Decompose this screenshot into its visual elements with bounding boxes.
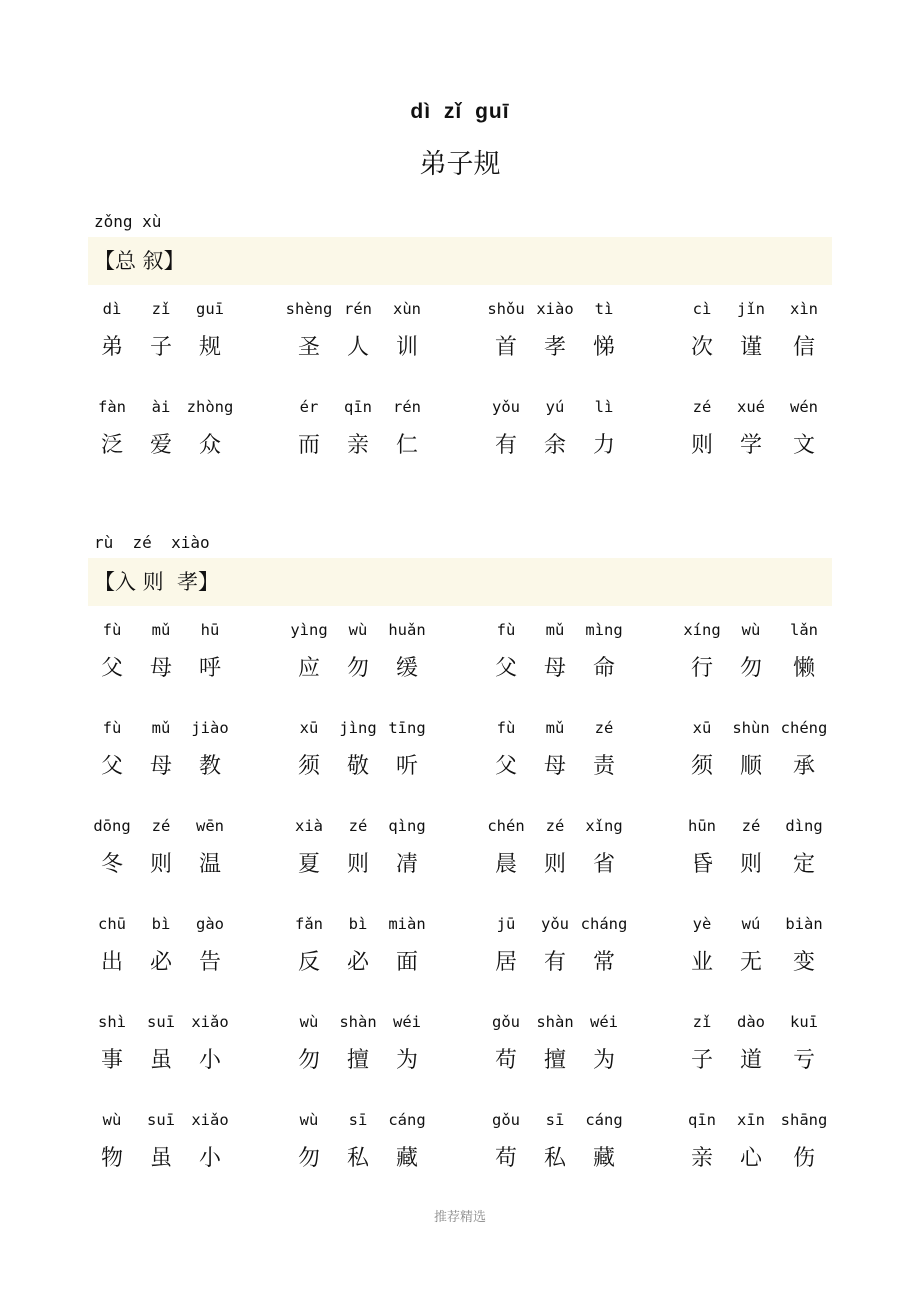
pinyin-syllable: wù	[299, 1013, 319, 1031]
pinyin-syllable: chū	[98, 915, 126, 933]
pinyin-syllable: shàn	[339, 1013, 377, 1031]
hanzi-char: 父	[100, 754, 123, 779]
verse-row	[0, 1013, 920, 1111]
hanzi-char: 母	[149, 656, 172, 681]
pinyin-syllable: xìn	[790, 300, 818, 318]
hanzi-char: 信	[792, 335, 815, 360]
hanzi-char: 母	[543, 754, 566, 779]
hanzi-char: 私	[543, 1146, 566, 1171]
hanzi-char: 文	[792, 433, 815, 458]
hanzi-char: 有	[543, 950, 566, 975]
section-pinyin: zǒng xù	[94, 212, 162, 231]
hanzi-char: 勿	[297, 1048, 320, 1073]
verse-row	[0, 817, 920, 915]
hanzi-char: 有	[494, 433, 517, 458]
verse-row	[0, 1111, 920, 1209]
hanzi-char: 训	[395, 335, 418, 360]
hanzi-char: 而	[297, 433, 320, 458]
pinyin-syllable: wéi	[590, 1013, 618, 1031]
hanzi-char: 必	[149, 950, 172, 975]
hanzi-char: 勿	[346, 656, 369, 681]
hanzi-char: 孝	[543, 335, 566, 360]
pinyin-syllable: ér	[299, 398, 319, 416]
verse-row	[0, 621, 920, 719]
hanzi-char: 反	[297, 950, 320, 975]
pinyin-syllable: suī	[147, 1013, 175, 1031]
pinyin-syllable: fù	[102, 719, 122, 737]
hanzi-char: 圣	[297, 335, 320, 360]
pinyin-syllable: xū	[692, 719, 712, 737]
pinyin-syllable: bì	[348, 915, 368, 933]
hanzi-char: 必	[346, 950, 369, 975]
hanzi-char: 父	[494, 656, 517, 681]
pinyin-syllable: chén	[487, 817, 525, 835]
hanzi-char: 业	[690, 950, 713, 975]
pinyin-syllable: wéi	[393, 1013, 421, 1031]
pinyin-syllable: lǎn	[790, 621, 818, 639]
hanzi-char: 则	[543, 852, 566, 877]
pinyin-syllable: tīng	[388, 719, 426, 737]
hanzi-char: 藏	[395, 1146, 418, 1171]
pinyin-syllable: guī	[196, 300, 224, 318]
hanzi-char: 面	[395, 950, 418, 975]
hanzi-char: 父	[100, 656, 123, 681]
pinyin-syllable: fù	[496, 621, 516, 639]
hanzi-char: 悌	[592, 335, 615, 360]
pinyin-syllable: gǒu	[492, 1111, 520, 1129]
pinyin-syllable: huǎn	[388, 621, 426, 639]
pinyin-syllable: tì	[594, 300, 614, 318]
pinyin-syllable: ài	[151, 398, 171, 416]
hanzi-char: 规	[198, 335, 221, 360]
hanzi-char: 敬	[346, 754, 369, 779]
pinyin-syllable: xùn	[393, 300, 421, 318]
verse-row	[0, 915, 920, 1013]
hanzi-char: 次	[690, 335, 713, 360]
pinyin-syllable: fù	[102, 621, 122, 639]
hanzi-char: 则	[739, 852, 762, 877]
pinyin-syllable: zé	[151, 817, 171, 835]
pinyin-syllable: fǎn	[295, 915, 323, 933]
hanzi-char: 须	[297, 754, 320, 779]
hanzi-char: 人	[346, 335, 369, 360]
pinyin-syllable: hūn	[688, 817, 716, 835]
hanzi-char: 心	[739, 1146, 762, 1171]
pinyin-syllable: cáng	[585, 1111, 623, 1129]
pinyin-syllable: biàn	[785, 915, 823, 933]
pinyin-syllable: dì	[102, 300, 122, 318]
pinyin-syllable: yìng	[290, 621, 328, 639]
pinyin-syllable: zhòng	[186, 398, 234, 416]
pinyin-syllable: mìng	[585, 621, 623, 639]
hanzi-char: 无	[739, 950, 762, 975]
hanzi-char: 余	[543, 433, 566, 458]
hanzi-char: 命	[592, 656, 615, 681]
pinyin-syllable: gào	[196, 915, 224, 933]
pinyin-syllable: shì	[98, 1013, 126, 1031]
verse-row	[0, 300, 920, 398]
pinyin-syllable: hū	[200, 621, 220, 639]
hanzi-char: 谨	[739, 335, 762, 360]
verse-row	[0, 398, 920, 496]
footer-text: 推荐精选	[433, 1210, 486, 1225]
hanzi-char: 则	[149, 852, 172, 877]
pinyin-syllable: shāng	[780, 1111, 828, 1129]
hanzi-char: 凊	[395, 852, 418, 877]
pinyin-syllable: dōng	[93, 817, 131, 835]
pinyin-syllable: wù	[102, 1111, 122, 1129]
hanzi-char: 小	[198, 1146, 221, 1171]
hanzi-char: 亲	[346, 433, 369, 458]
pinyin-syllable: wù	[348, 621, 368, 639]
hanzi-char: 则	[346, 852, 369, 877]
pinyin-syllable: zé	[692, 398, 712, 416]
hanzi-char: 为	[592, 1048, 615, 1073]
pinyin-syllable: dào	[737, 1013, 765, 1031]
hanzi-char: 告	[198, 950, 221, 975]
pinyin-syllable: wēn	[196, 817, 224, 835]
pinyin-syllable: zǐ	[692, 1013, 712, 1031]
pinyin-syllable: mǔ	[151, 719, 171, 737]
pinyin-syllable: zǐ	[151, 300, 171, 318]
verse-row	[0, 719, 920, 817]
hanzi-char: 省	[592, 852, 615, 877]
pinyin-syllable: fù	[496, 719, 516, 737]
pinyin-syllable: shǒu	[487, 300, 525, 318]
hanzi-char: 道	[739, 1048, 762, 1073]
hanzi-char: 力	[592, 433, 615, 458]
pinyin-syllable: cháng	[580, 915, 628, 933]
hanzi-char: 父	[494, 754, 517, 779]
hanzi-char: 温	[198, 852, 221, 877]
hanzi-char: 物	[100, 1146, 123, 1171]
hanzi-char: 责	[592, 754, 615, 779]
hanzi-char: 众	[198, 433, 221, 458]
hanzi-char: 首	[494, 335, 517, 360]
pinyin-syllable: rén	[344, 300, 372, 318]
hanzi-char: 苟	[494, 1048, 517, 1073]
pinyin-syllable: kuī	[790, 1013, 818, 1031]
hanzi-char: 苟	[494, 1146, 517, 1171]
pinyin-syllable: yǒu	[492, 398, 520, 416]
pinyin-syllable: suī	[147, 1111, 175, 1129]
hanzi-char: 爱	[149, 433, 172, 458]
hanzi-char: 晨	[494, 852, 517, 877]
page-title: 弟子规	[419, 149, 501, 180]
hanzi-char: 懒	[792, 656, 815, 681]
hanzi-char: 泛	[100, 433, 123, 458]
pinyin-syllable: jū	[496, 915, 516, 933]
pinyin-syllable: xǐng	[585, 817, 623, 835]
hanzi-char: 小	[198, 1048, 221, 1073]
hanzi-char: 擅	[346, 1048, 369, 1073]
hanzi-char: 母	[149, 754, 172, 779]
pinyin-syllable: fàn	[98, 398, 126, 416]
pinyin-syllable: dìng	[785, 817, 823, 835]
pinyin-syllable: shèng	[285, 300, 333, 318]
hanzi-char: 勿	[297, 1146, 320, 1171]
pinyin-syllable: qìng	[388, 817, 426, 835]
pinyin-syllable: qīn	[344, 398, 372, 416]
hanzi-char: 呼	[198, 656, 221, 681]
pinyin-syllable: xiǎo	[191, 1111, 229, 1129]
pinyin-syllable: gǒu	[492, 1013, 520, 1031]
hanzi-char: 擅	[543, 1048, 566, 1073]
pinyin-syllable: xià	[295, 817, 323, 835]
hanzi-char: 须	[690, 754, 713, 779]
pinyin-syllable: yǒu	[541, 915, 569, 933]
hanzi-char: 顺	[739, 754, 762, 779]
pinyin-syllable: zé	[594, 719, 614, 737]
hanzi-char: 亏	[792, 1048, 815, 1073]
pinyin-syllable: jiào	[191, 719, 229, 737]
hanzi-char: 私	[346, 1146, 369, 1171]
pinyin-syllable: wù	[741, 621, 761, 639]
title-pinyin: dì zǐ guī	[410, 100, 510, 123]
pinyin-syllable: zé	[348, 817, 368, 835]
pinyin-syllable: zé	[741, 817, 761, 835]
hanzi-char: 学	[739, 433, 762, 458]
pinyin-syllable: lì	[594, 398, 614, 416]
hanzi-char: 定	[792, 852, 815, 877]
hanzi-char: 应	[297, 656, 320, 681]
pinyin-syllable: jìng	[339, 719, 377, 737]
hanzi-char: 昏	[690, 852, 713, 877]
pinyin-syllable: shàn	[536, 1013, 574, 1031]
hanzi-char: 听	[395, 754, 418, 779]
hanzi-char: 教	[198, 754, 221, 779]
pinyin-syllable: cáng	[388, 1111, 426, 1129]
hanzi-char: 事	[100, 1048, 123, 1073]
hanzi-char: 弟	[100, 335, 123, 360]
pinyin-syllable: yú	[545, 398, 565, 416]
pinyin-syllable: xiǎo	[191, 1013, 229, 1031]
pinyin-syllable: xiào	[536, 300, 574, 318]
pinyin-syllable: xué	[737, 398, 765, 416]
pinyin-syllable: miàn	[388, 915, 426, 933]
hanzi-char: 居	[494, 950, 517, 975]
hanzi-char: 勿	[739, 656, 762, 681]
hanzi-char: 冬	[100, 852, 123, 877]
hanzi-char: 夏	[297, 852, 320, 877]
pinyin-syllable: chéng	[780, 719, 828, 737]
pinyin-syllable: sī	[348, 1111, 368, 1129]
hanzi-char: 藏	[592, 1146, 615, 1171]
hanzi-char: 承	[792, 754, 815, 779]
pinyin-syllable: cì	[692, 300, 712, 318]
hanzi-char: 出	[100, 950, 123, 975]
pinyin-syllable: mǔ	[151, 621, 171, 639]
section-header: 【总 叙】	[88, 237, 832, 285]
hanzi-char: 虽	[149, 1048, 172, 1073]
pinyin-syllable: rén	[393, 398, 421, 416]
pinyin-syllable: xíng	[683, 621, 721, 639]
hanzi-char: 子	[690, 1048, 713, 1073]
pinyin-syllable: yè	[692, 915, 712, 933]
pinyin-syllable: jǐn	[737, 300, 765, 318]
pinyin-syllable: qīn	[688, 1111, 716, 1129]
section-header: 【入 则 孝】	[88, 558, 832, 606]
hanzi-char: 虽	[149, 1146, 172, 1171]
hanzi-char: 变	[792, 950, 815, 975]
pinyin-syllable: xū	[299, 719, 319, 737]
hanzi-char: 仁	[395, 433, 418, 458]
pinyin-syllable: mǔ	[545, 621, 565, 639]
pinyin-syllable: xīn	[737, 1111, 765, 1129]
section-pinyin: rù zé xiào	[94, 533, 210, 552]
pinyin-syllable: wú	[741, 915, 761, 933]
hanzi-char: 缓	[395, 656, 418, 681]
hanzi-char: 伤	[792, 1146, 815, 1171]
hanzi-char: 母	[543, 656, 566, 681]
hanzi-char: 子	[149, 335, 172, 360]
pinyin-syllable: wù	[299, 1111, 319, 1129]
pinyin-syllable: zé	[545, 817, 565, 835]
pinyin-syllable: mǔ	[545, 719, 565, 737]
hanzi-char: 常	[592, 950, 615, 975]
pinyin-syllable: bì	[151, 915, 171, 933]
pinyin-syllable: sī	[545, 1111, 565, 1129]
hanzi-char: 为	[395, 1048, 418, 1073]
pinyin-syllable: wén	[790, 398, 818, 416]
pinyin-syllable: shùn	[732, 719, 770, 737]
hanzi-char: 亲	[690, 1146, 713, 1171]
hanzi-char: 行	[690, 656, 713, 681]
hanzi-char: 则	[690, 433, 713, 458]
